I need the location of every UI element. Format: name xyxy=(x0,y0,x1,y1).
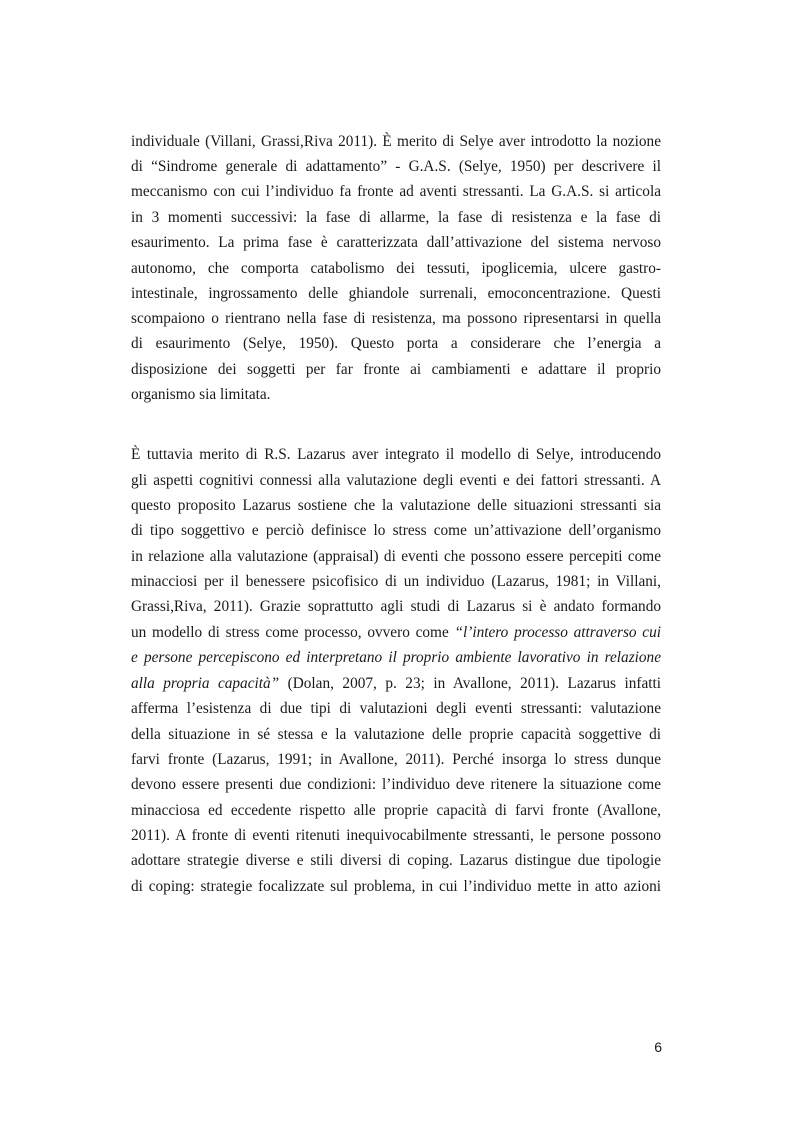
text-line: minacciosi per il benessere psicofisico di un individuo (Lazarus, 1981; in Villani, xyxy=(131,573,661,590)
text-line: È tuttavia merito di R.S. Lazarus aver integrato il modello di Selye, introducendo xyxy=(131,446,661,463)
text-line: di coping: strategie focalizzate sul problema, in cui l’individuo mette in atto azioni xyxy=(131,878,661,895)
text-line: esaurimento. La prima fase è caratterizzata dall’attivazione del sistema nervoso xyxy=(131,234,661,251)
text-line: scompaiono o rientrano nella fase di resistenza, ma possono ripresentarsi in quella xyxy=(131,310,661,327)
text-line: questo proposito Lazarus sostiene che la valutazione delle situazioni stressanti sia xyxy=(131,497,661,514)
text-line: gli aspetti cognitivi connessi alla valutazione degli eventi e dei fattori stressanti. A xyxy=(131,472,661,489)
text-line: Grassi,Riva, 2011). Grazie soprattutto agli studi di Lazarus si è andato formando xyxy=(131,598,661,615)
text-line: farvi fronte (Lazarus, 1991; in Avallone, 2011). Perché insorga lo stress dunque xyxy=(131,751,661,768)
text-line xyxy=(131,648,661,668)
text-line: 2011). A fronte di eventi ritenuti inequivocabilmente stressanti, le persone possono xyxy=(131,827,661,844)
quote-text: “l’intero processo attraverso cui xyxy=(454,624,661,641)
text-line: devono essere presenti due condizioni: l’individuo deve ritenere la situazione come xyxy=(131,776,661,793)
quote-text: alla propria capacità” xyxy=(131,675,280,692)
text-line: minacciosa ed eccedente rispetto alle proprie capacità di farvi fronte (Avallone, xyxy=(131,802,661,819)
text-line: adottare strategie diverse e stili diversi di coping. Lazarus distingue due tipologie xyxy=(131,852,661,869)
text-line: in relazione alla valutazione (appraisal) di eventi che possono essere percepiti come xyxy=(131,548,661,565)
text-line: afferma l’esistenza di due tipi di valutazioni degli eventi stressanti: valutazione xyxy=(131,700,661,717)
text-line: della situazione in sé stessa e la valutazione delle proprie capacità soggettive di xyxy=(131,726,661,743)
text-line: in 3 momenti successivi: la fase di allarme, la fase di resistenza e la fase di xyxy=(131,209,661,226)
quote-text: e persone percepiscono ed interpretano il proprio ambiente lavorativo in relazione xyxy=(131,649,661,666)
text-line: disposizione dei soggetti per far fronte ai cambiamenti e adattare il proprio xyxy=(131,361,661,378)
text-line: di esaurimento (Selye, 1950). Questo porta a considerare che l’energia a xyxy=(131,335,661,352)
text-line: di tipo soggettivo e perciò definisce lo stress come un’attivazione dell’organismo xyxy=(131,522,661,539)
page-number: 6 xyxy=(654,1039,662,1055)
text-run: (Dolan, 2007, p. 23; in Avallone, 2011). Lazarus infatti xyxy=(279,675,661,692)
text-line: autonomo, che comporta catabolismo dei tessuti, ipoglicemia, ulcere gastro- xyxy=(131,260,661,277)
text-line xyxy=(131,674,661,694)
text-line: di “Sindrome generale di adattamento” - G.A.S. (Selye, 1950) per descrivere il xyxy=(131,158,661,175)
text-line: organismo sia limitata. xyxy=(131,386,271,403)
text-line: intestinale, ingrossamento delle ghiandole surrenali, emoconcentrazione. Questi xyxy=(131,285,661,302)
text-line: individuale (Villani, Grassi,Riva 2011). È merito di Selye aver introdotto la nozione xyxy=(131,133,661,150)
text-run: un modello di stress come processo, ovvero come xyxy=(131,624,455,641)
text-line xyxy=(131,623,661,643)
text-line: meccanismo con cui l’individuo fa fronte ad aventi stressanti. La G.A.S. si articola xyxy=(131,183,661,200)
